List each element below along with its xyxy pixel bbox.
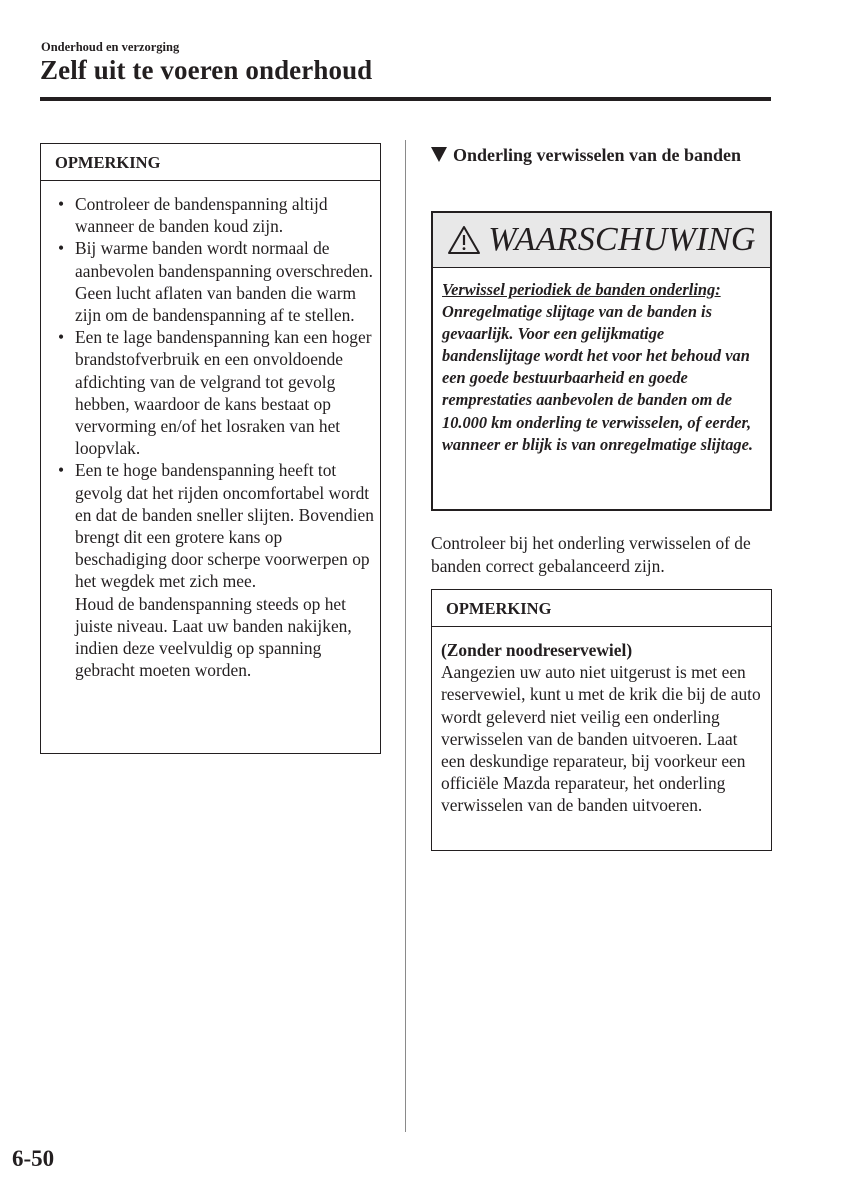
section-label: Onderhoud en verzorging — [41, 40, 180, 54]
list-item-text: Controleer de bandenspanning altijd wanneer de banden koud zijn. — [75, 194, 328, 237]
warning-triangle-icon — [447, 225, 481, 255]
list-item-text: Een te hoge bandenspanning heeft tot gevolg dat het rijden oncomfortabel wordt en dat de banden sneller slijten. Bovendien brengt dit een grotere kans op beschadiging door scherpe voorwerpen op het wegdek met zich mee. — [75, 460, 374, 592]
page-number: 6-50 — [12, 1146, 55, 1171]
note-heading: OPMERKING — [432, 590, 771, 627]
note-heading: OPMERKING — [41, 144, 380, 181]
note-box-left — [40, 143, 381, 754]
warning-body — [433, 268, 770, 456]
warning-lead: Verwissel periodiek de banden onderling: — [442, 280, 721, 299]
list-item-text: Een te lage bandenspanning kan een hoger brandstofverbruik en een onvoldoende afdichting van de velgrand tot gevolg hebben, waardoor de kans bestaat op vervorming en/of het losraken van het loopvlak. — [75, 327, 372, 459]
list-item — [41, 326, 380, 459]
note-box-right — [431, 589, 772, 851]
section-heading — [431, 144, 771, 166]
bullet: • — [58, 238, 65, 259]
list-item — [41, 237, 380, 326]
bullet: • — [58, 327, 65, 348]
list-item — [41, 459, 380, 681]
page-title: Zelf uit te voeren onderhoud — [40, 55, 373, 85]
warning-text: Onregelmatige slijtage van de banden is gevaarlijk. Voor een gelijkmatige bandenslijtage wordt het voor het behoud van een goede bestuurbaarheid en goede remprestaties aanbevolen de banden om de 10.000 km onderling te verwisselen, of eerder, wanneer er blijk is van onregelmatige slijtage. — [442, 302, 753, 454]
warning-header — [433, 213, 770, 268]
note-list — [41, 181, 380, 681]
note-text: Aangezien uw auto niet uitgerust is met een reservewiel, kunt u met de krik die bij de auto wordt geleverd niet veilig een onderling verwisselen van de banden uitvoeren. Laat een deskundige reparateur, bij voorkeur een officiële Mazda reparateur, het onderling verwisselen van de banden uitvoeren. — [441, 662, 761, 816]
list-item — [41, 193, 380, 237]
section-heading-text: Onderling verwisselen van de banden — [453, 145, 742, 165]
down-triangle-icon — [431, 147, 447, 162]
list-item-extra-text: Houd de bandenspanning steeds op het juiste niveau. Laat uw banden nakijken, indien deze veelvuldig op spanning gebracht moeten worden. — [75, 593, 352, 681]
note-body — [432, 627, 771, 817]
warning-box — [431, 211, 772, 511]
body-paragraph: Controleer bij het onderling verwisselen of de banden correct gebalanceerd zijn. — [431, 533, 751, 576]
column-divider — [405, 140, 406, 1132]
note-subheading: (Zonder noodreservewiel) — [441, 640, 633, 660]
title-rule — [40, 97, 771, 101]
bullet: • — [58, 460, 65, 481]
list-item-text: Bij warme banden wordt normaal de aanbevolen bandenspanning overschreden. Geen lucht aflaten van banden die warm zijn om de bandenspanning af te stellen. — [75, 238, 373, 326]
warning-label: WAARSCHUWING — [488, 221, 756, 258]
bullet: • — [58, 194, 65, 214]
